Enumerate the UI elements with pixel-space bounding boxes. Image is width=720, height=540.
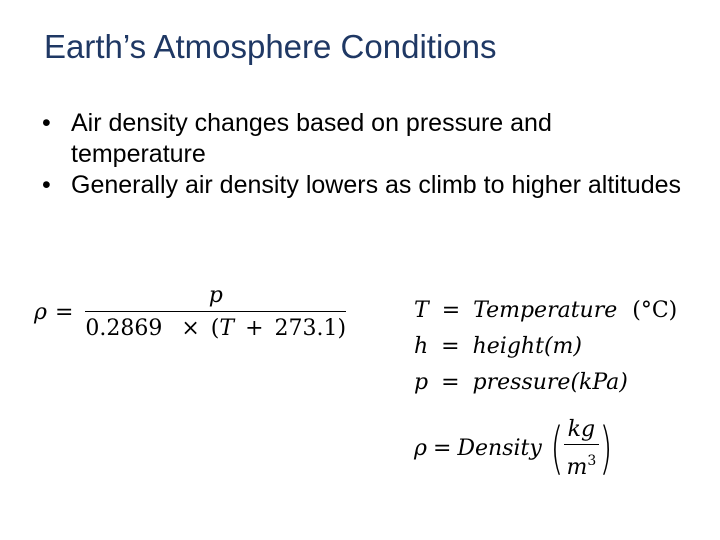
definition-symbol: p xyxy=(414,370,429,395)
definition-equals: = xyxy=(441,370,460,395)
definition-equals: = xyxy=(441,334,460,359)
bullet-item xyxy=(42,170,682,201)
bullet-marker: • xyxy=(42,171,51,199)
definition-unit: (kPa) xyxy=(570,370,628,395)
denominator-paren-open: ( xyxy=(210,316,220,341)
definition-meaning: height xyxy=(472,334,544,359)
unit-denominator-base: m xyxy=(566,455,588,480)
formula-lhs: ρ xyxy=(34,300,47,325)
formula-fraction xyxy=(85,283,346,342)
density-formula xyxy=(34,283,346,342)
unit-numerator: kg xyxy=(567,417,596,442)
definition-row xyxy=(414,365,677,401)
density-unit-fraction xyxy=(564,416,599,482)
definition-meaning: Temperature xyxy=(473,298,618,323)
bullet-item xyxy=(42,108,682,170)
density-meaning: Density xyxy=(457,436,542,461)
left-paren-glyph: ( xyxy=(550,416,564,481)
bullet-text: Generally air density lowers as climb to higher altitudes xyxy=(71,171,681,199)
density-symbol: ρ xyxy=(414,436,427,461)
unit-denominator-exponent: 3 xyxy=(587,453,597,469)
denominator-paren-close: ) xyxy=(337,316,347,341)
denominator-plus: + xyxy=(245,316,264,341)
definition-unit: (°C) xyxy=(632,298,678,323)
denominator-times: × xyxy=(181,316,200,341)
density-definition-row xyxy=(414,409,677,489)
definition-meaning: pressure xyxy=(472,370,571,395)
formula-denominator xyxy=(85,312,346,342)
definition-row xyxy=(414,329,677,365)
definition-symbol: T xyxy=(414,298,429,323)
denominator-variable: T xyxy=(219,316,235,341)
definition-row xyxy=(414,293,677,329)
formula-equals: = xyxy=(54,300,74,325)
bullet-text: Air density changes based on pressure and temperature xyxy=(71,109,552,168)
unit-denominator xyxy=(566,445,596,482)
bullet-list xyxy=(42,108,682,201)
slide-title: Earth’s Atmosphere Conditions xyxy=(44,28,497,65)
definition-equals: = xyxy=(441,298,461,323)
bullet-marker: • xyxy=(42,109,51,137)
definition-symbol: h xyxy=(414,334,429,359)
variable-definitions xyxy=(414,293,677,489)
denominator-offset: 273.1 xyxy=(274,316,338,341)
right-paren-glyph: ) xyxy=(599,416,613,481)
density-equals: = xyxy=(432,436,452,461)
formula-numerator: p xyxy=(208,283,223,308)
definition-unit: (m) xyxy=(543,334,582,359)
denominator-constant: 0.2869 xyxy=(85,316,163,341)
